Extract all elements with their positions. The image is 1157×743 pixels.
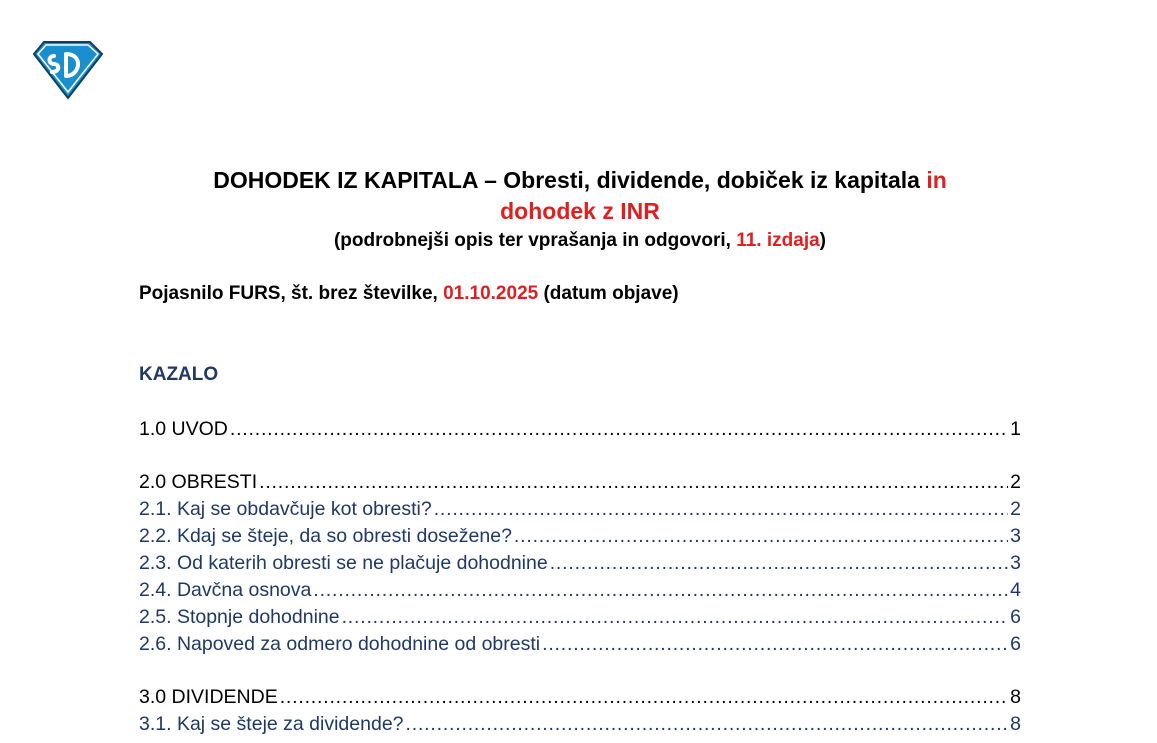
toc-entry-label: 2.6. Napoved za odmero dohodnine od obresti bbox=[139, 633, 541, 655]
toc-entry-label: 2.1. Kaj se obdavčuje kot obresti? bbox=[139, 498, 432, 520]
title-main-text: DOHODEK IZ KAPITALA – Obresti, dividende, dobiček iz kapitala bbox=[213, 167, 920, 193]
notice-suffix: (datum objave) bbox=[543, 283, 679, 304]
toc-entry-page: 8 bbox=[1010, 713, 1021, 735]
toc-entry-label: 3.0 DIVIDENDE bbox=[139, 686, 278, 708]
toc-entry[interactable] bbox=[139, 684, 1021, 710]
publication-date: 01.10.2025 bbox=[443, 283, 539, 304]
toc-leader bbox=[406, 711, 1009, 737]
toc-leader bbox=[434, 496, 1008, 522]
toc-entry[interactable] bbox=[139, 469, 1021, 495]
toc-entry[interactable] bbox=[139, 550, 1021, 576]
toc-entry-page: 1 bbox=[1010, 418, 1021, 440]
toc-entry[interactable] bbox=[139, 631, 1021, 657]
toc-entry-page: 3 bbox=[1010, 525, 1021, 547]
toc-entry-label: 1.0 UVOD bbox=[139, 418, 228, 440]
toc-entry-label: 2.0 OBRESTI bbox=[139, 471, 258, 493]
toc-entry-label: 2.4. Davčna osnova bbox=[139, 579, 312, 601]
toc-entry[interactable] bbox=[139, 711, 1021, 737]
toc-entry-label: 2.2. Kdaj se šteje, da so obresti dosežene? bbox=[139, 525, 512, 547]
toc-entry-page: 2 bbox=[1010, 498, 1021, 520]
edition-label: 11. izdaja bbox=[736, 230, 820, 251]
toc-heading: KAZALO bbox=[139, 364, 219, 385]
document-subtitle bbox=[130, 229, 1030, 253]
subtitle-close: ) bbox=[819, 230, 826, 251]
toc-entry[interactable] bbox=[139, 496, 1021, 522]
toc-entry-label: 3.1. Kaj se šteje za dividende? bbox=[139, 713, 404, 735]
toc-entry-page: 6 bbox=[1010, 606, 1021, 628]
toc-leader bbox=[230, 416, 1008, 442]
toc-entry-page: 4 bbox=[1010, 579, 1021, 601]
toc-leader bbox=[342, 604, 1009, 630]
toc-leader bbox=[280, 684, 1008, 710]
document-title-line-1 bbox=[130, 165, 1030, 195]
sd-logo bbox=[30, 40, 104, 100]
toc-entry[interactable] bbox=[139, 604, 1021, 630]
toc-leader bbox=[514, 523, 1008, 549]
toc-leader bbox=[542, 631, 1008, 657]
toc-entry-label: 2.3. Od katerih obresti se ne plačuje dohodnine bbox=[139, 552, 548, 574]
toc-entry-page: 2 bbox=[1010, 471, 1021, 493]
toc-entry-page: 3 bbox=[1010, 552, 1021, 574]
toc-leader bbox=[259, 469, 1008, 495]
toc-entry[interactable] bbox=[139, 523, 1021, 549]
toc-entry-page: 8 bbox=[1010, 686, 1021, 708]
toc-entry[interactable] bbox=[139, 577, 1021, 603]
toc-entry[interactable] bbox=[139, 416, 1021, 442]
title-red-text: in bbox=[926, 167, 947, 193]
furs-notice bbox=[139, 282, 679, 306]
toc-entry-page: 6 bbox=[1010, 633, 1021, 655]
document-title-line-2: dohodek z INR bbox=[500, 198, 660, 224]
toc-leader bbox=[550, 550, 1008, 576]
notice-text: Pojasnilo FURS, št. brez številke, bbox=[139, 283, 438, 304]
subtitle-text: (podrobnejši opis ter vprašanja in odgovori, bbox=[333, 230, 731, 251]
toc-leader bbox=[313, 577, 1008, 603]
toc-entry-label: 2.5. Stopnje dohodnine bbox=[139, 606, 340, 628]
